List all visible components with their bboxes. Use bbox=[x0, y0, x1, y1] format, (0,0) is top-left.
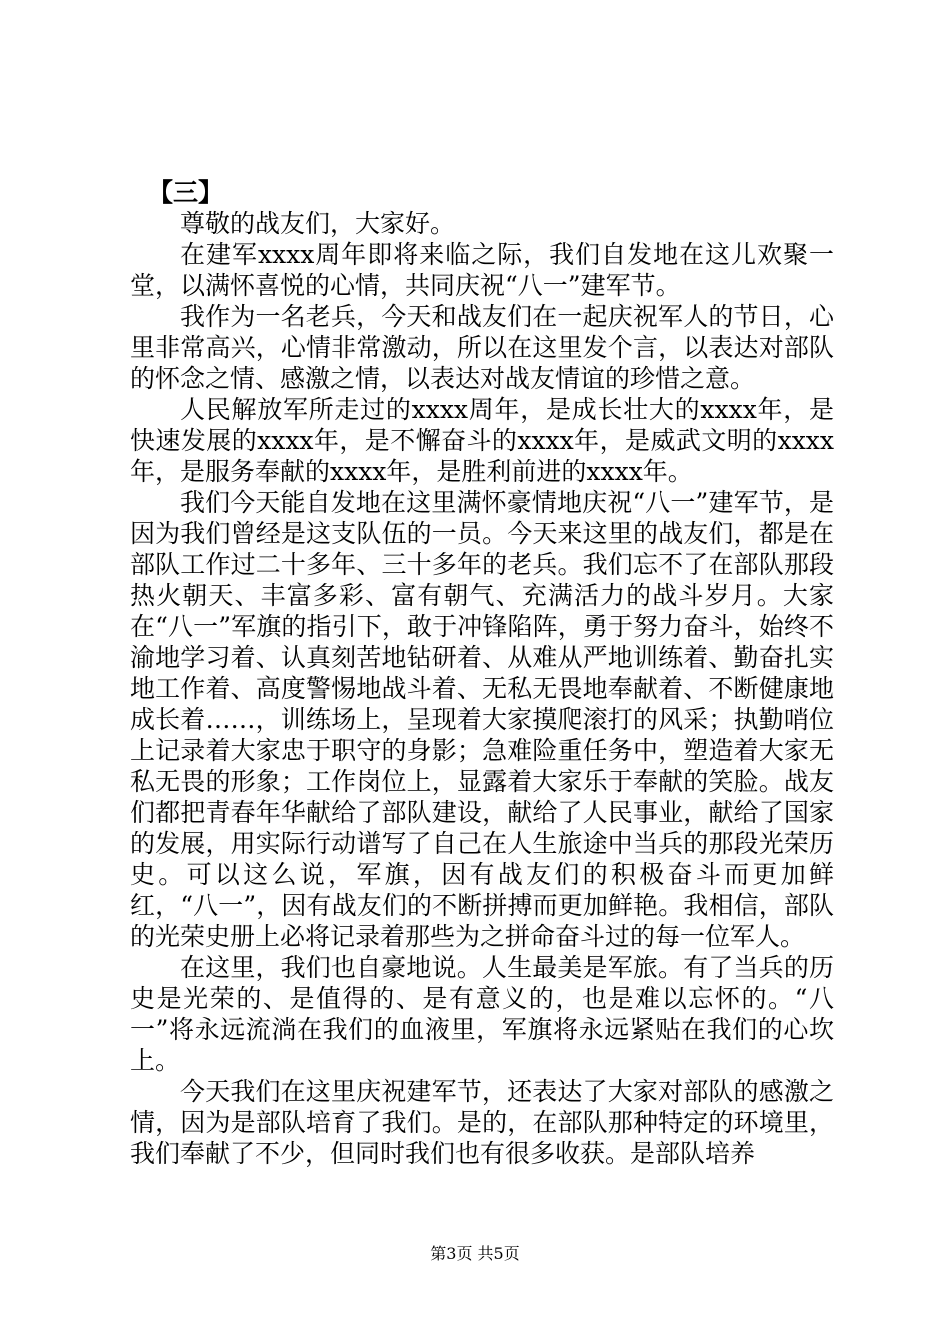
document-body bbox=[130, 177, 834, 1169]
paragraph-veteran: 我作为一名老兵，今天和战友们在一起庆祝军人的节日，心里非常高兴，心情非常激动，所以在这里发个言，以表达对部队的怀念之情、感激之情，以表达对战友情谊的珍惜之意。 bbox=[130, 302, 834, 393]
paragraph-army-history: 人民解放军所走过的xxxx周年，是成长壮大的xxxx年，是快速发展的xxxx年，是不懈奋斗的xxxx年，是威武文明的xxxx年，是服务奉献的xxxx年，是胜利前进的xxxx年。 bbox=[130, 395, 834, 486]
page-footer bbox=[0, 1244, 950, 1264]
paragraph-anniversary: 在建军xxxx周年即将来临之际，我们自发地在这儿欢聚一堂，以满怀喜悦的心情，共同庆祝“八一”建军节。 bbox=[130, 240, 834, 300]
paragraph-gratitude: 今天我们在这里庆祝建军节，还表达了大家对部队的感激之情，因为是部队培育了我们。是的，在部队那种特定的环境里，我们奉献了不少，但同时我们也有很多收获。是部队培养 bbox=[130, 1077, 834, 1168]
paragraph-comrades-memory: 我们今天能自发地在这里满怀豪情地庆祝“八一”建军节，是因为我们曾经是这支队伍的一员。今天来这里的战友们，都是在部队工作过二十多年、三十多年的老兵。我们忘不了在部队那段热火朝天、丰富多彩、富有朝气、充满活力的战斗岁月。大家在“八一”军旗的指引下，敢于冲锋陷阵，勇于努力奋斗，始终不渝地学习着、认真刻苦地钻研着、从难从严地训练着、勤奋扎实地工作着、高度警惕地战斗着、无私无畏地奉献着、不断健康地成长着……，训练场上，呈现着大家摸爬滚打的风采；执勤哨位上记录着大家忠于职守的身影；急难险重任务中，塑造着大家无私无畏的形象；工作岗位上，显露着大家乐于奉献的笑脸。战友们都把青春年华献给了部队建设，献给了人民事业，献给了国家的发展，用实际行动谱写了自己在人生旅途中当兵的那段光荣历史。可以这么说，军旗，因有战友们的积极奋斗而更加鲜红，“八一”，因有战友们的不断拼搏而更加鲜艳。我相信，部队的光荣史册上必将记录着那些为之拼命奋斗过的每一位军人。 bbox=[130, 488, 834, 951]
section-heading: 【三】 bbox=[148, 178, 224, 207]
page-number: 第3页 共5页 bbox=[430, 1244, 520, 1263]
paragraph-pride: 在这里，我们也自豪地说。人生最美是军旅。有了当兵的历史是光荣的、是值得的、是有意义的，也是难以忘怀的。“八一”将永远流淌在我们的血液里，军旗将永远紧贴在我们的心坎上。 bbox=[130, 953, 834, 1075]
paragraph-greeting: 尊敬的战友们，大家好。 bbox=[180, 209, 456, 238]
